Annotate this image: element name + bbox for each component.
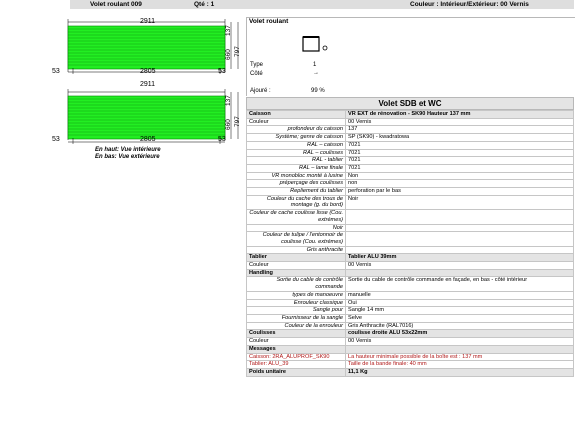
spec-key: Couleur de cache coulisse lisse (Cou. extrémes)	[247, 210, 346, 224]
panel2-h1: 137	[225, 95, 232, 106]
spec-value	[346, 269, 574, 277]
table-row	[247, 314, 574, 322]
ajoure-label: Ajouré :	[250, 88, 271, 94]
spec-key: Caisson	[247, 111, 346, 119]
table-row	[247, 141, 574, 149]
panel2-shutter	[68, 96, 225, 139]
table-row	[247, 262, 574, 270]
panel1-width: 2911	[140, 18, 156, 25]
table-row	[247, 322, 574, 330]
spec-key: Noir	[247, 224, 346, 232]
spec-key: Couleur	[247, 338, 346, 346]
panel1-inner: 2805	[140, 68, 156, 75]
cote-value: →	[313, 70, 319, 76]
spec-value: perforation par le bas	[346, 188, 574, 196]
panel2-inner: 2805	[140, 136, 156, 143]
panel2-right: 53	[218, 136, 226, 143]
preview-title: Volet roulant	[249, 18, 289, 25]
spec-value	[346, 345, 574, 353]
spec-value: Noir	[346, 195, 574, 209]
spec-value: SP (SK90) - kwadratowa	[346, 134, 574, 142]
section-row	[247, 345, 574, 353]
table-row	[247, 299, 574, 307]
spec-key: Couleur du cache des trous de montage (g. du bord)	[247, 195, 346, 209]
spec-value: 7021	[346, 141, 574, 149]
caption-top: En haut: Vue intérieure	[95, 147, 161, 153]
cote-label: Côté	[250, 71, 263, 77]
table-row	[247, 134, 574, 142]
spec-key: VR monobloc monté à lusine	[247, 172, 346, 180]
spec-key: Système; genre de caisson	[247, 134, 346, 142]
table-row	[247, 307, 574, 315]
table-row	[247, 232, 574, 246]
spec-key: Repliement du tablier	[247, 188, 346, 196]
panel1-h1: 137	[225, 25, 232, 36]
section-row	[247, 111, 574, 119]
spec-key: Sangle pour	[247, 307, 346, 315]
spec-key: Couleur	[247, 118, 346, 126]
preview-box	[246, 17, 575, 96]
spec-value: 137	[346, 126, 574, 134]
table-row	[247, 246, 574, 254]
spec-value: Tablier ALU 39mm	[346, 254, 574, 262]
table-row	[247, 157, 574, 165]
panel2-width: 2911	[140, 81, 156, 88]
section-row	[247, 368, 574, 376]
spec-key: Sortie du cable de contrôle commande	[247, 277, 346, 291]
section-row	[247, 269, 574, 277]
spec-value	[346, 210, 574, 224]
spec-key: Coulisses	[247, 330, 346, 338]
table-row	[247, 180, 574, 188]
panel2-left: 53	[52, 136, 60, 143]
spec-value: non	[346, 180, 574, 188]
type-value: 1	[313, 62, 317, 68]
spec-value: Gris Anthracite (RAL7016)	[346, 322, 574, 330]
spec-value: 11,1 Kg	[346, 368, 574, 376]
spec-key: types de manoeuvre	[247, 291, 346, 299]
spec-title: Volet SDB et WC	[246, 97, 574, 110]
table-row	[247, 353, 574, 361]
spec-key: Messages	[247, 345, 346, 353]
table-row	[247, 195, 574, 209]
spec-value: 7021	[346, 157, 574, 165]
spec-value: 7021	[346, 149, 574, 157]
spec-value: La hauteur minimale possible de la boîte est : 137 mm	[346, 353, 574, 361]
spec-value: Sangle 14 mm	[346, 307, 574, 315]
spec-value: Taille de la bande finale: 40 mm	[346, 361, 574, 369]
spec-key: Couleur de la enrouleur	[247, 322, 346, 330]
spec-value: 7021	[346, 164, 574, 172]
spec-value: Sortie du cable de contrôle commande en façade, en bas - côté intérieur	[346, 277, 574, 291]
spec-value	[346, 232, 574, 246]
spec-value: 00 Vernis	[346, 338, 574, 346]
header-bar	[70, 0, 574, 9]
table-row	[247, 291, 574, 299]
spec-key: Tablier: ALU_39	[247, 361, 346, 369]
spec-key: Fournisseur de la sangle	[247, 314, 346, 322]
spec-table	[246, 110, 574, 377]
spec-key: Handling	[247, 269, 346, 277]
spec-value: 00 Vernis	[346, 262, 574, 270]
table-row	[247, 210, 574, 224]
spec-key: Caisson: 2RA_ALUPROF_SK90	[247, 353, 346, 361]
header-qty: Qté : 1	[194, 1, 215, 8]
table-row	[247, 361, 574, 369]
spec-key: RAL - tablier	[247, 157, 346, 165]
spec-value: VR EXT de rénovation - SK90 Hauteur 137 mm	[346, 111, 574, 119]
spec-key: Tablier	[247, 254, 346, 262]
type-label: Type	[250, 62, 264, 68]
header-color: Couleur : Intérieur/Extérieur: 00 Vernis	[410, 1, 529, 8]
shutter-drawings	[0, 10, 246, 170]
table-row	[247, 149, 574, 157]
spec-key: Gris anthracite	[247, 246, 346, 254]
spec-value	[346, 246, 574, 254]
spec-key: Enrouleur classique	[247, 299, 346, 307]
table-row	[247, 118, 574, 126]
drawing-canvas	[0, 10, 246, 170]
table-row	[247, 126, 574, 134]
shutter-type-icon	[302, 36, 332, 58]
spec-key: Couleur de tulipe / l'entonnoir de coulisse (Cou. extrémes)	[247, 232, 346, 246]
panel1-left: 53	[52, 68, 60, 75]
section-row	[247, 254, 574, 262]
panel2-h3: 797	[234, 116, 241, 127]
ajoure-value: 99 %	[311, 88, 325, 94]
panel1-right: 53	[218, 68, 226, 75]
spec-value: coulisse droite ALU 53x22mm	[346, 330, 574, 338]
table-row	[247, 172, 574, 180]
section-row	[247, 330, 574, 338]
table-row	[247, 164, 574, 172]
spec-value: 00 Vernis	[346, 118, 574, 126]
panel1-shutter	[68, 26, 225, 69]
spec-value: Non	[346, 172, 574, 180]
table-row	[247, 338, 574, 346]
spec-key: profondeur du caisson	[247, 126, 346, 134]
spec-value: manuelle	[346, 291, 574, 299]
table-row	[247, 188, 574, 196]
spec-key: Poids unitaire	[247, 368, 346, 376]
spec-key: RAL – lame finale	[247, 164, 346, 172]
spec-value	[346, 224, 574, 232]
panel1-h2: 660	[225, 49, 232, 60]
spec-key: RAL – caisson	[247, 141, 346, 149]
spec-key: Couleur	[247, 262, 346, 270]
caption-bottom: En bas: Vue extérieure	[95, 154, 160, 160]
panel1-h3: 797	[234, 46, 241, 57]
spec-key: préperçage des coulisses	[247, 180, 346, 188]
header-title: Volet roulant 009	[90, 1, 142, 8]
spec-value: Selve	[346, 314, 574, 322]
panel2-h2: 660	[225, 119, 232, 130]
table-row	[247, 277, 574, 291]
spec-key: RAL – coulisses	[247, 149, 346, 157]
spec-value: Oui	[346, 299, 574, 307]
table-row	[247, 224, 574, 232]
